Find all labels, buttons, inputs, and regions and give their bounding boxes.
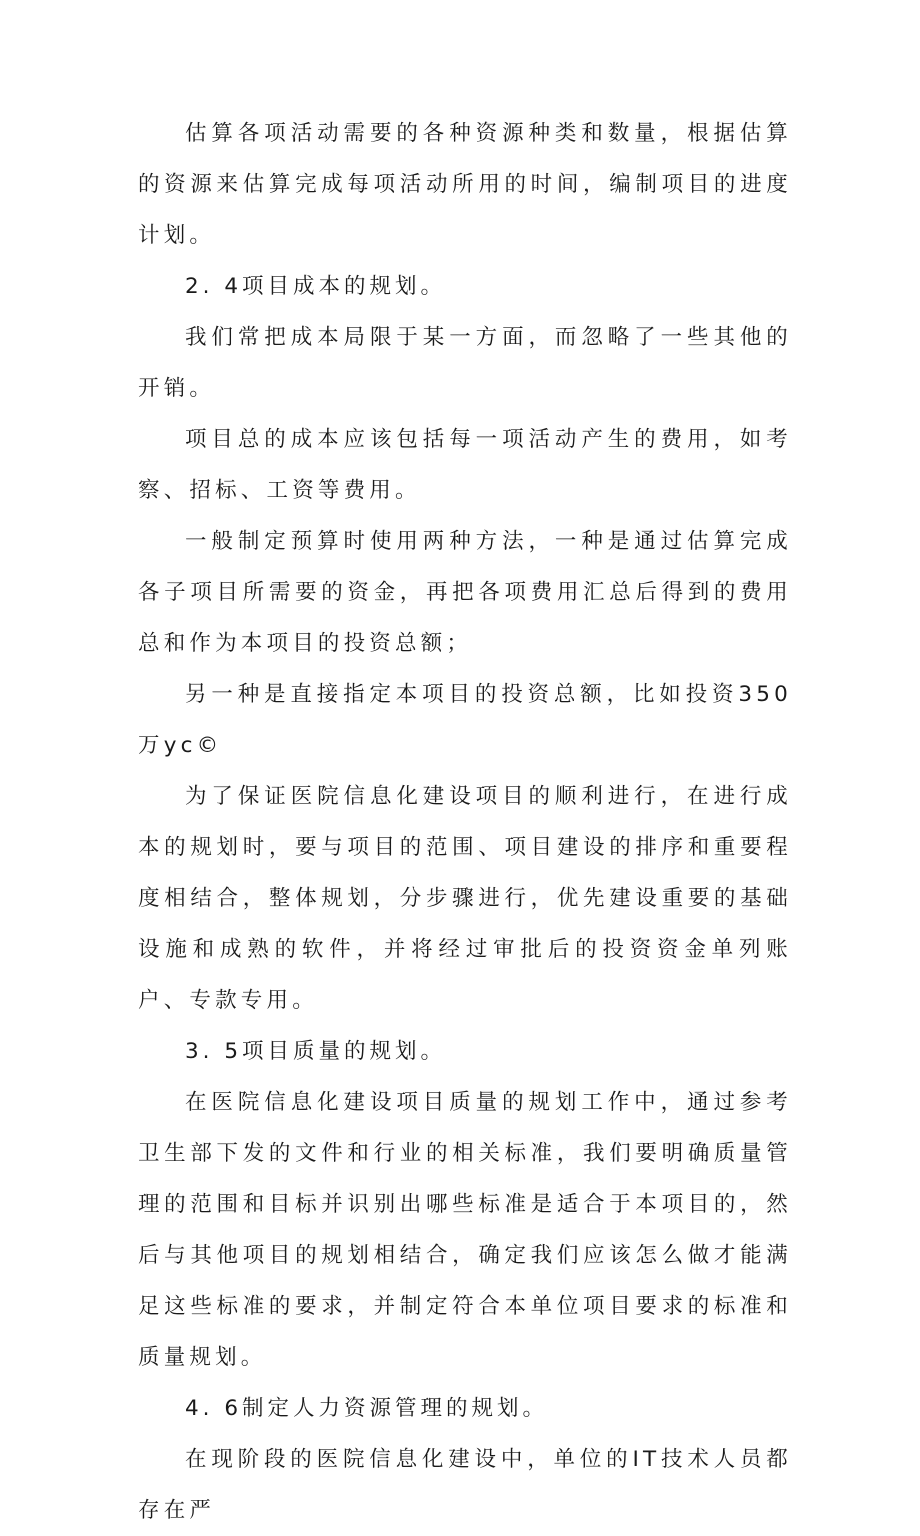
paragraph-hr-status: 在现阶段的医院信息化建设中，单位的IT技术人员都存在严: [138, 1447, 792, 1523]
paragraph-cost-planning-details: 为了保证医院信息化建设项目的顺利进行，在进行成本的规划时，要与项目的范围、项目建设的排序和重要程度相结合，整体规划，分步骤进行，优先建设重要的基础设施和成熟的软件，并将经过审批后的投资资金单列账户、专款专用。: [138, 784, 792, 1013]
paragraph-budget-method-two: 另一种是直接指定本项目的投资总额，比如投资350万yc©: [138, 682, 792, 758]
paragraph-total-cost: 项目总的成本应该包括每一项活动产生的费用，如考察、招标、工资等费用。: [138, 427, 792, 503]
section-heading-cost-planning: 2. 4项目成本的规划。: [185, 274, 447, 299]
paragraph-quality-planning: 在医院信息化建设项目质量的规划工作中，通过参考卫生部下发的文件和行业的相关标准，我们要明确质量管理的范围和目标并识别出哪些标准是适合于本项目的，然后与其他项目的规划相结合，确定我们应该怎么做才能满足这些标准的要求，并制定符合本单位项目要求的标准和质量规划。: [138, 1090, 792, 1370]
paragraph-budget-method-one: 一般制定预算时使用两种方法，一种是通过估算完成各子项目所需要的资金，再把各项费用汇总后得到的费用总和作为本项目的投资总额；: [138, 529, 792, 656]
section-heading-quality-planning: 3. 5项目质量的规划。: [185, 1039, 447, 1064]
paragraph-resource-estimation: 估算各项活动需要的各种资源种类和数量，根据估算的资源来估算完成每项活动所用的时间，编制项目的进度计划。: [138, 121, 792, 248]
document-body: [138, 108, 792, 1536]
section-heading-hr-planning: 4. 6制定人力资源管理的规划。: [185, 1396, 549, 1421]
paragraph-cost-scope: 我们常把成本局限于某一方面，而忽略了一些其他的开销。: [138, 325, 792, 401]
